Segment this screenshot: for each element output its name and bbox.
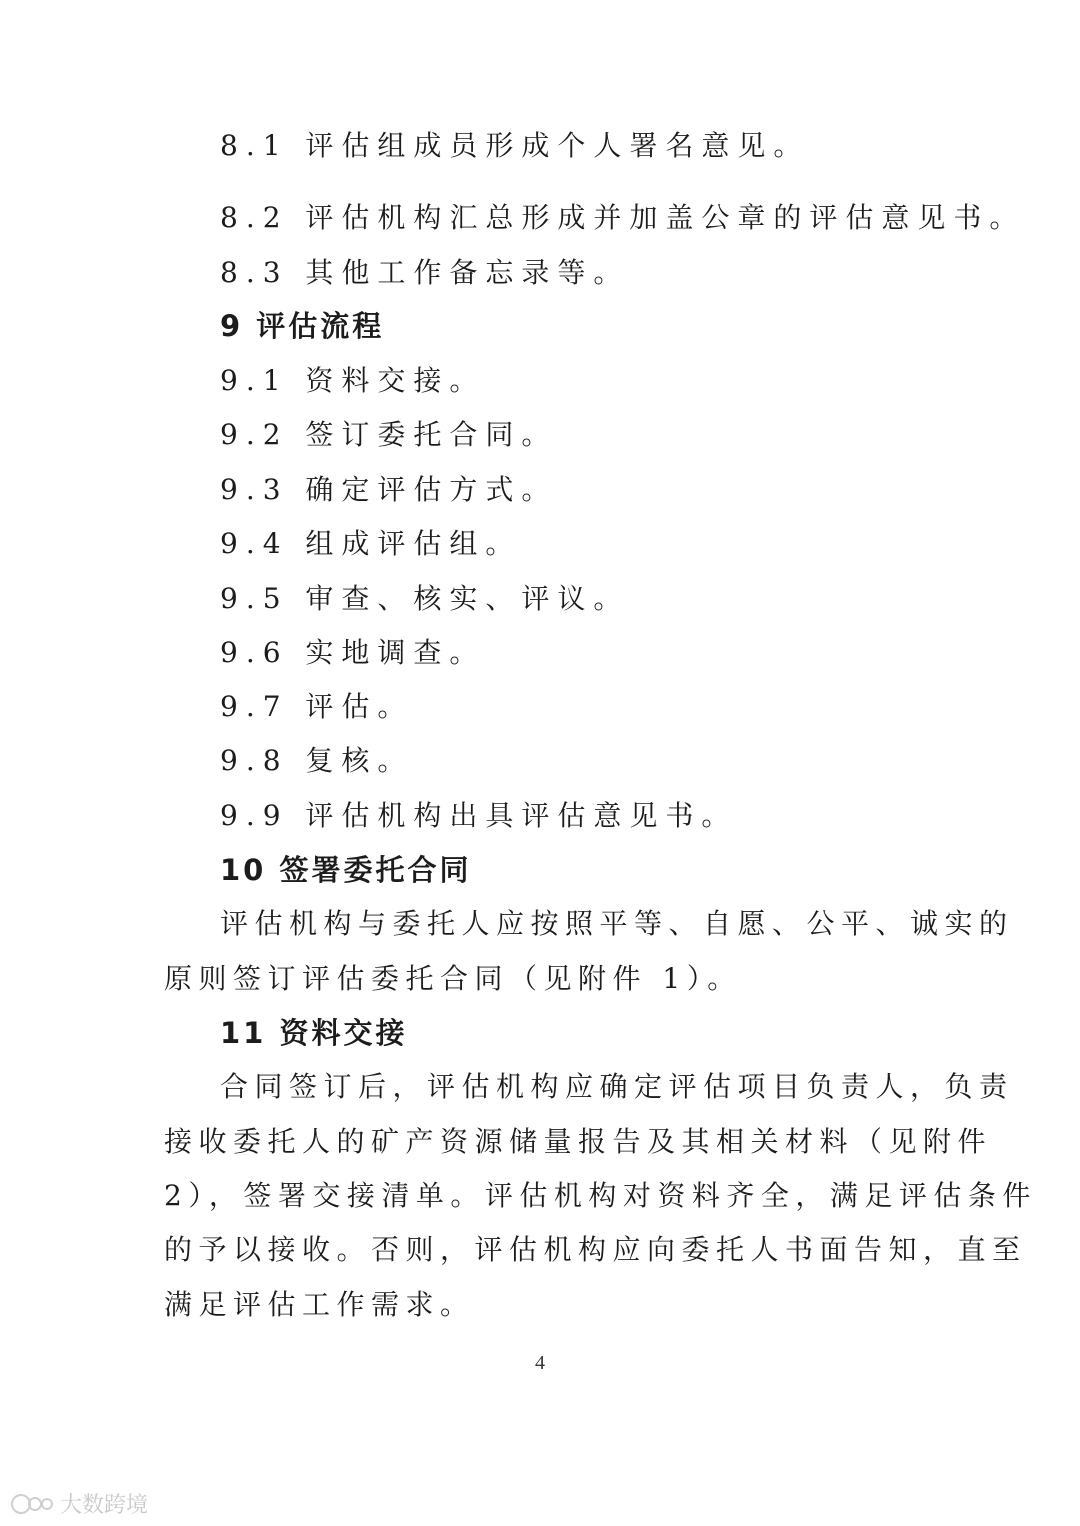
list-item: 9.8 复核。 (220, 744, 414, 777)
paragraph-line: 原则签订评估委托合同（见附件 1）。 (164, 962, 742, 995)
watermark-text: 大数跨境 (60, 1493, 149, 1518)
paragraph-line: 2），签署交接清单。评估机构对资料齐全，满足评估条件 (164, 1179, 1037, 1212)
paragraph-line: 评估机构与委托人应按照平等、自愿、公平、诚实的 (220, 907, 1014, 940)
chat-bubble-logo-icon (10, 1492, 54, 1516)
section-heading: 9 评估流程 (220, 309, 385, 343)
paragraph-line: 满足评估工作需求。 (164, 1288, 475, 1321)
list-item: 9.4 组成评估组。 (220, 527, 522, 560)
list-item: 9.9 评估机构出具评估意见书。 (220, 799, 738, 832)
list-item: 9.1 资料交接。 (220, 364, 486, 397)
list-item: 8.3 其他工作备忘录等。 (220, 256, 630, 289)
page-number: 4 (535, 1352, 545, 1374)
list-item: 9.5 审查、核实、评议。 (220, 582, 630, 615)
paragraph-line: 合同签订后，评估机构应确定评估项目负责人，负责 (220, 1070, 1014, 1103)
list-item: 8.2 评估机构汇总形成并加盖公章的评估意见书。 (220, 201, 1026, 234)
paragraph-line: 的予以接收。否则，评估机构应向委托人书面告知，直至 (164, 1233, 1027, 1266)
section-heading: 11 资料交接 (220, 1016, 408, 1050)
list-item: 9.6 实地调查。 (220, 636, 486, 669)
list-item: 8.1 评估组成员形成个人署名意见。 (220, 129, 810, 162)
paragraph-line: 接收委托人的矿产资源储量报告及其相关材料（见附件 (164, 1125, 993, 1158)
watermark (10, 1488, 148, 1519)
list-item: 9.3 确定评估方式。 (220, 473, 558, 506)
section-heading: 10 签署委托合同 (220, 853, 472, 887)
list-item: 9.2 签订委托合同。 (220, 418, 558, 451)
list-item: 9.7 评估。 (220, 690, 414, 723)
